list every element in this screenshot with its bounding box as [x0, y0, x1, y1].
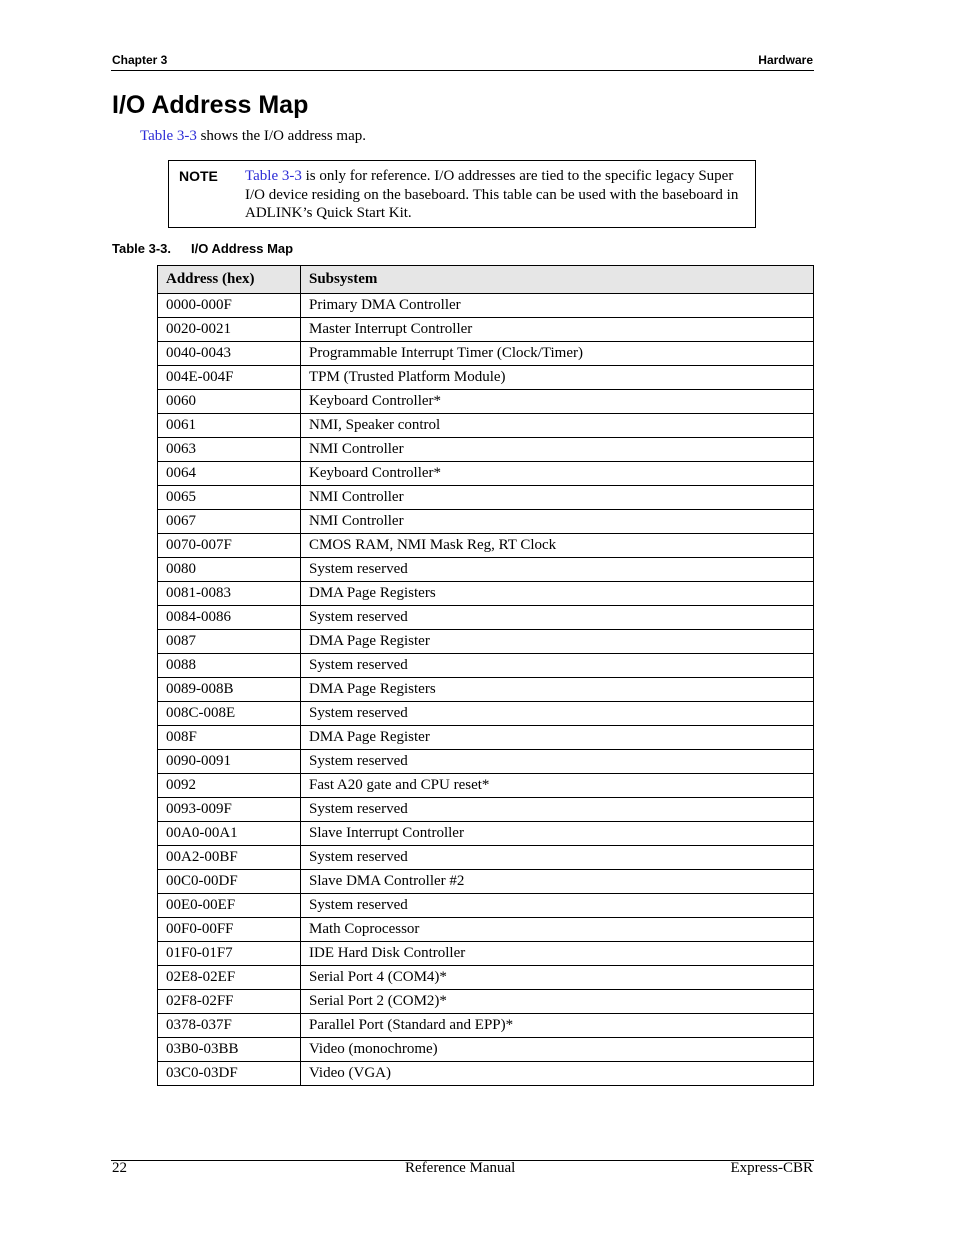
table-row	[158, 342, 814, 366]
note-body: is only for reference. I/O addresses are tied to the specific legacy Super I/O device residing on the baseboard. This table can be used with the baseboard in ADLINK’s Quick Start Kit.	[245, 168, 739, 221]
subsystem-cell: DMA Page Registers	[301, 678, 814, 702]
address-cell: 0081-0083	[158, 582, 301, 606]
table-row	[158, 366, 814, 390]
table-row	[158, 966, 814, 990]
address-cell: 00A2-00BF	[158, 846, 301, 870]
subsystem-cell: System reserved	[301, 654, 814, 678]
table-row	[158, 702, 814, 726]
intro-text: shows the I/O address map.	[196, 128, 366, 144]
table-reference-link[interactable]: Table 3-3	[140, 128, 197, 144]
running-header-chapter: Chapter 3	[112, 53, 168, 67]
subsystem-cell: DMA Page Register	[301, 726, 814, 750]
subsystem-cell: System reserved	[301, 702, 814, 726]
table-row	[158, 390, 814, 414]
address-cell: 008C-008E	[158, 702, 301, 726]
subsystem-cell: CMOS RAM, NMI Mask Reg, RT Clock	[301, 534, 814, 558]
subsystem-cell: TPM (Trusted Platform Module)	[301, 366, 814, 390]
table-row	[158, 894, 814, 918]
subsystem-cell: NMI Controller	[301, 438, 814, 462]
table-row	[158, 558, 814, 582]
table-body	[158, 294, 814, 1086]
subsystem-cell: System reserved	[301, 798, 814, 822]
address-cell: 0088	[158, 654, 301, 678]
table-row	[158, 822, 814, 846]
subsystem-cell: NMI Controller	[301, 510, 814, 534]
address-cell: 0090-0091	[158, 750, 301, 774]
note-text	[245, 167, 745, 223]
table-caption-title: I/O Address Map	[191, 241, 294, 256]
subsystem-cell: Video (VGA)	[301, 1062, 814, 1086]
footer-document-title: Reference Manual	[405, 1160, 516, 1176]
subsystem-cell: Parallel Port (Standard and EPP)*	[301, 1014, 814, 1038]
address-cell: 0063	[158, 438, 301, 462]
table-row	[158, 870, 814, 894]
address-cell: 004E-004F	[158, 366, 301, 390]
address-cell: 02E8-02EF	[158, 966, 301, 990]
subsystem-cell: System reserved	[301, 846, 814, 870]
subsystem-cell: Keyboard Controller*	[301, 390, 814, 414]
io-address-table	[157, 265, 814, 1086]
table-row	[158, 510, 814, 534]
subsystem-cell: IDE Hard Disk Controller	[301, 942, 814, 966]
address-cell: 0089-008B	[158, 678, 301, 702]
table-row	[158, 1038, 814, 1062]
table-row	[158, 414, 814, 438]
address-cell: 0093-009F	[158, 798, 301, 822]
intro-paragraph	[140, 127, 366, 145]
table-row	[158, 534, 814, 558]
address-cell: 0065	[158, 486, 301, 510]
subsystem-cell: DMA Page Registers	[301, 582, 814, 606]
address-cell: 0084-0086	[158, 606, 301, 630]
note-label: NOTE	[179, 168, 218, 184]
address-cell: 0000-000F	[158, 294, 301, 318]
subsystem-cell: Keyboard Controller*	[301, 462, 814, 486]
table-row	[158, 462, 814, 486]
table-row	[158, 990, 814, 1014]
address-cell: 0040-0043	[158, 342, 301, 366]
subsystem-cell: System reserved	[301, 606, 814, 630]
table-row	[158, 750, 814, 774]
note-box	[168, 160, 756, 228]
page-number: 22	[112, 1160, 127, 1176]
table-row	[158, 846, 814, 870]
address-cell: 0378-037F	[158, 1014, 301, 1038]
table-row	[158, 606, 814, 630]
running-header-section: Hardware	[758, 53, 813, 67]
subsystem-cell: Programmable Interrupt Timer (Clock/Timer)	[301, 342, 814, 366]
subsystem-cell: System reserved	[301, 894, 814, 918]
footer-product-name: Express-CBR	[730, 1160, 813, 1176]
subsystem-cell: Slave Interrupt Controller	[301, 822, 814, 846]
table-row	[158, 1014, 814, 1038]
subsystem-cell: Master Interrupt Controller	[301, 318, 814, 342]
subsystem-cell: Serial Port 4 (COM4)*	[301, 966, 814, 990]
table-row	[158, 726, 814, 750]
address-cell: 0087	[158, 630, 301, 654]
table-row	[158, 774, 814, 798]
address-cell: 00A0-00A1	[158, 822, 301, 846]
address-cell: 00F0-00FF	[158, 918, 301, 942]
subsystem-cell: DMA Page Register	[301, 630, 814, 654]
header-rule	[111, 70, 814, 71]
column-header-address: Address (hex)	[158, 266, 301, 294]
subsystem-cell: Primary DMA Controller	[301, 294, 814, 318]
table-row	[158, 318, 814, 342]
subsystem-cell: NMI Controller	[301, 486, 814, 510]
page-title: I/O Address Map	[112, 91, 309, 119]
address-cell: 0067	[158, 510, 301, 534]
subsystem-cell: Fast A20 gate and CPU reset*	[301, 774, 814, 798]
table-row	[158, 942, 814, 966]
table-row	[158, 630, 814, 654]
subsystem-cell: System reserved	[301, 558, 814, 582]
address-cell: 03C0-03DF	[158, 1062, 301, 1086]
address-cell: 0060	[158, 390, 301, 414]
subsystem-cell: Serial Port 2 (COM2)*	[301, 990, 814, 1014]
address-cell: 008F	[158, 726, 301, 750]
subsystem-cell: System reserved	[301, 750, 814, 774]
table-row	[158, 486, 814, 510]
table-row	[158, 918, 814, 942]
subsystem-cell: Slave DMA Controller #2	[301, 870, 814, 894]
address-cell: 0070-007F	[158, 534, 301, 558]
table-header-row	[158, 266, 814, 294]
table-caption-number: Table 3-3.	[112, 241, 172, 256]
address-cell: 02F8-02FF	[158, 990, 301, 1014]
column-header-subsystem: Subsystem	[301, 266, 814, 294]
subsystem-cell: Video (monochrome)	[301, 1038, 814, 1062]
address-cell: 00E0-00EF	[158, 894, 301, 918]
note-table-reference-link[interactable]: Table 3-3	[245, 168, 302, 184]
address-cell: 0061	[158, 414, 301, 438]
address-cell: 0064	[158, 462, 301, 486]
address-cell: 0020-0021	[158, 318, 301, 342]
address-cell: 03B0-03BB	[158, 1038, 301, 1062]
table-row	[158, 798, 814, 822]
table-row	[158, 678, 814, 702]
table-caption	[112, 241, 293, 257]
subsystem-cell: NMI, Speaker control	[301, 414, 814, 438]
address-cell: 0080	[158, 558, 301, 582]
table-row	[158, 654, 814, 678]
address-cell: 01F0-01F7	[158, 942, 301, 966]
address-cell: 00C0-00DF	[158, 870, 301, 894]
table-row	[158, 582, 814, 606]
table-row	[158, 1062, 814, 1086]
table-row	[158, 294, 814, 318]
subsystem-cell: Math Coprocessor	[301, 918, 814, 942]
table-row	[158, 438, 814, 462]
address-cell: 0092	[158, 774, 301, 798]
